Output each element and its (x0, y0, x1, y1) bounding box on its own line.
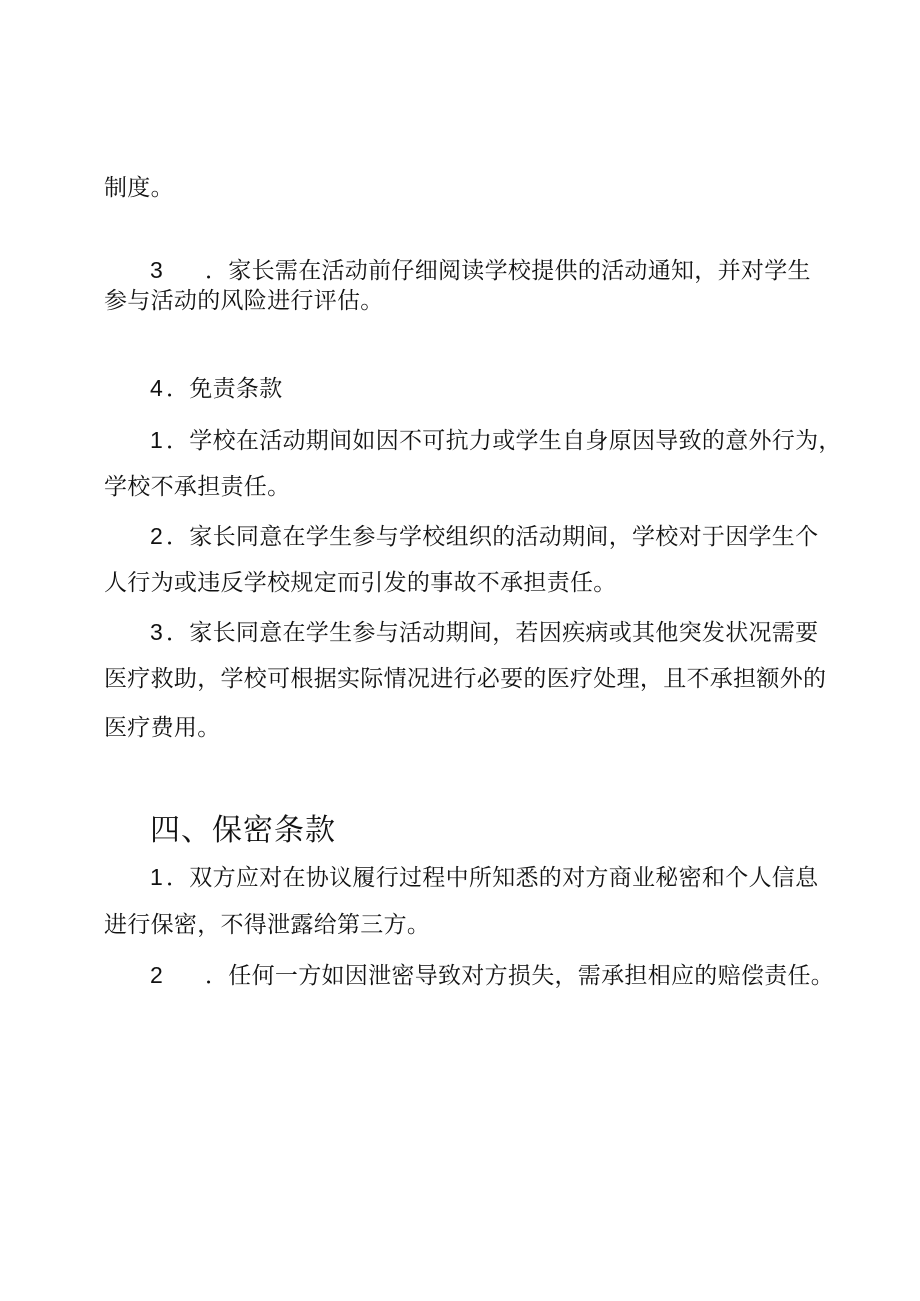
list-item (150, 373, 283, 404)
list-item (150, 960, 834, 991)
list-item (150, 425, 842, 456)
item-number: 1 (150, 427, 164, 453)
item-number: 2 (150, 962, 164, 988)
section-heading: 四、保密条款 (150, 813, 336, 848)
item-text: ．任何一方如因泄密导致对方损失，需承担相应的赔偿责任。 (205, 963, 835, 989)
list-item (150, 521, 818, 552)
item-number: 3 (150, 257, 164, 283)
item-text: ．学校在活动期间如因不可抗力或学生自身原因导致的意外行为， (166, 428, 842, 454)
item-number: 4 (150, 375, 164, 401)
item-number: 3 (150, 619, 164, 645)
list-item (150, 617, 818, 648)
item-text: ．家长需在活动前仔细阅读学校提供的活动通知，并对学生 (205, 258, 811, 284)
text-line: 医疗费用。 (104, 715, 221, 741)
text-line: 学校不承担责任。 (104, 474, 291, 500)
text-line: 制度。 (104, 175, 174, 201)
item-text: ．家长同意在学生参与活动期间，若因疾病或其他突发状况需要 (166, 620, 819, 646)
item-number: 1 (150, 864, 164, 890)
item-text: ．免责条款 (166, 376, 283, 402)
list-item (150, 255, 811, 286)
text-line: 医疗救助，学校可根据实际情况进行必要的医疗处理，且不承担额外的 (104, 666, 827, 692)
list-item (150, 862, 818, 893)
item-number: 2 (150, 523, 164, 549)
text-line: 人行为或违反学校规定而引发的事故不承担责任。 (104, 570, 617, 596)
item-text: ．双方应对在协议履行过程中所知悉的对方商业秘密和个人信息 (166, 865, 819, 891)
item-text: ．家长同意在学生参与学校组织的活动期间，学校对于因学生个 (166, 524, 819, 550)
text-line: 参与活动的风险进行评估。 (104, 288, 384, 314)
text-line: 进行保密，不得泄露给第三方。 (104, 912, 431, 938)
